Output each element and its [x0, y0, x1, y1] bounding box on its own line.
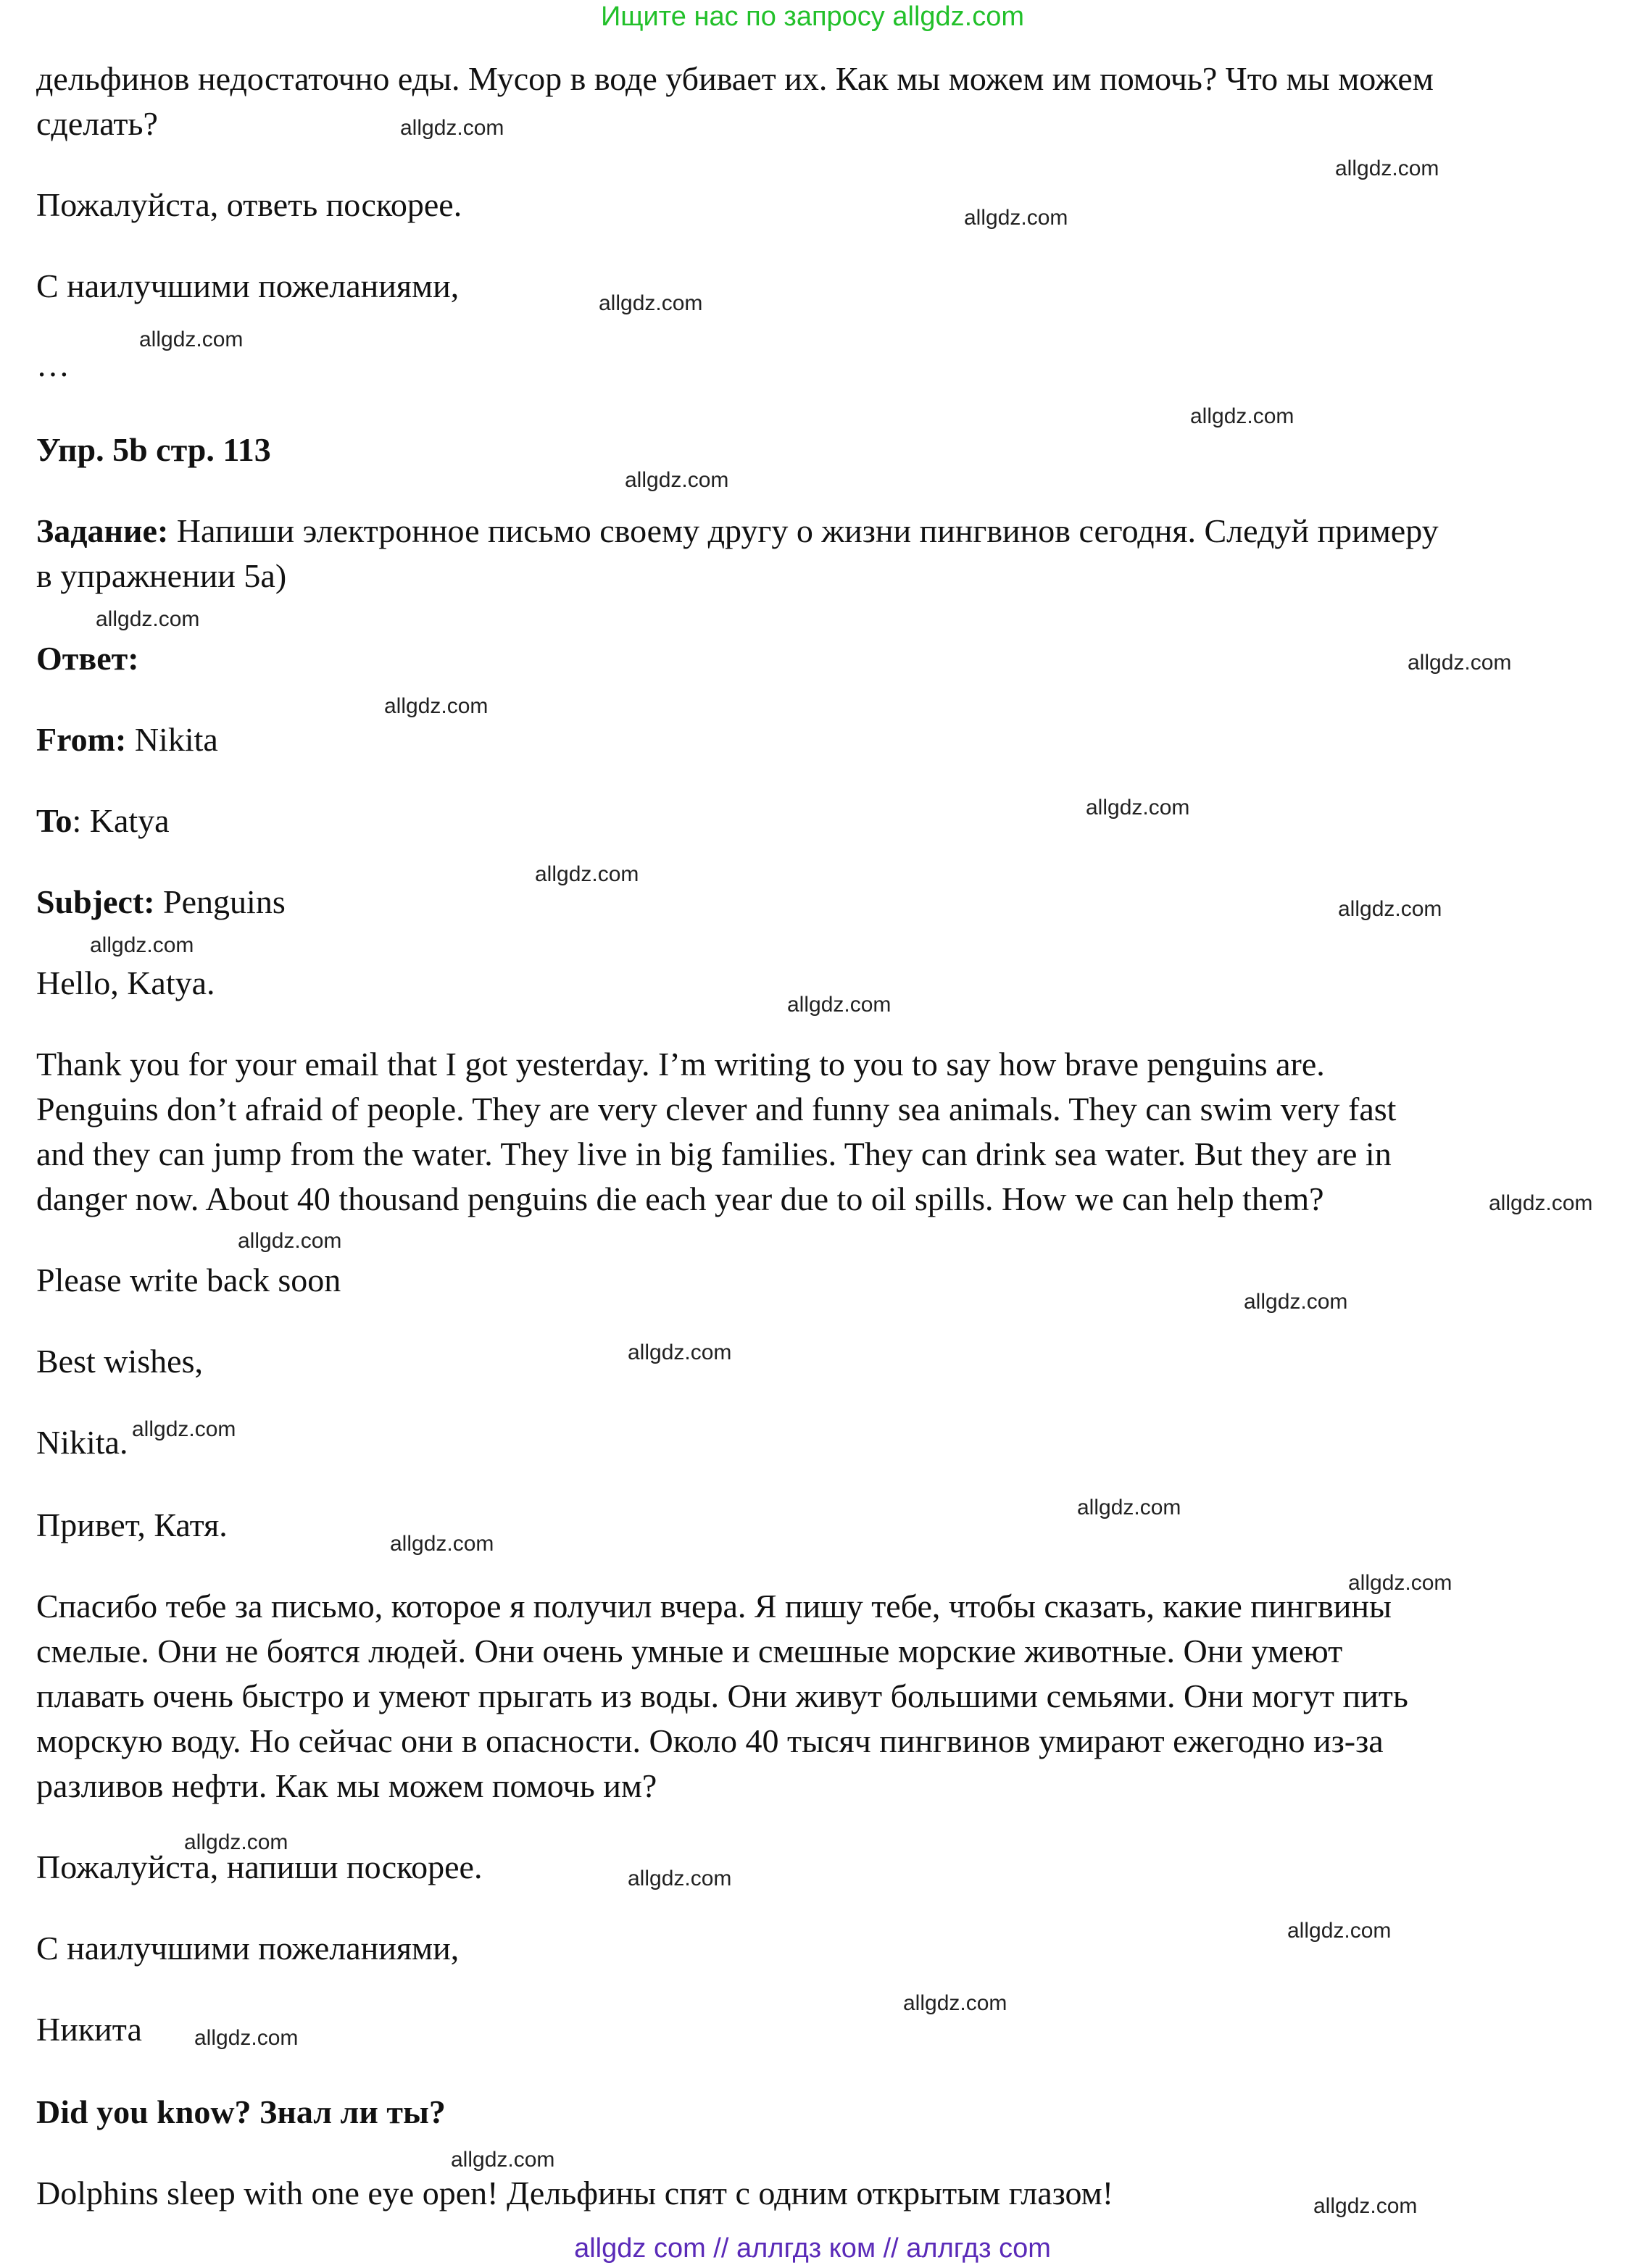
intro-line-2: сделать?: [36, 105, 158, 142]
footer-site-link[interactable]: allgdz com // аллгдз ком // аллгдз com: [574, 2233, 1051, 2264]
watermark: allgdz.com: [903, 1991, 1007, 2015]
watermark: allgdz.com: [1338, 897, 1442, 921]
translation-signature: Никита: [36, 2011, 142, 2048]
from-value: Nikita: [126, 721, 218, 758]
translation-body-line: разливов нефти. Как мы можем помочь им?: [36, 1767, 657, 1804]
exercise-heading: Упр. 5b стр. 113: [36, 431, 271, 468]
translation-closing: С наилучшими пожеланиями,: [36, 1930, 460, 1967]
fact-text: Dolphins sleep with one eye open! Дельфины спят с одним открытым глазом!: [36, 2175, 1114, 2211]
task-label: Задание:: [36, 512, 169, 549]
email-body-line: Thank you for your email that I got yesterday. I’m writing to you to say how brave penguins are.: [36, 1046, 1325, 1083]
email-closing: Best wishes,: [36, 1343, 203, 1380]
translation-body-line: Спасибо тебе за письмо, которое я получил вчера. Я пишу тебе, чтобы сказать, какие пингвины: [36, 1588, 1392, 1625]
email-body-line: and they can jump from the water. They live in big families. They can drink sea water. But they are in: [36, 1135, 1392, 1172]
watermark: allgdz.com: [535, 862, 639, 886]
translation-greeting: Привет, Катя.: [36, 1506, 228, 1543]
intro-closing: С наилучшими пожеланиями,: [36, 267, 460, 304]
header-site-link[interactable]: Ищите нас по запросу allgdz.com: [600, 1, 1024, 32]
answer-label: Ответ:: [36, 640, 139, 677]
email-greeting: Hello, Katya.: [36, 964, 215, 1001]
to-label: To: [36, 802, 72, 839]
email-body-line: danger now. About 40 thousand penguins die each year due to oil spills. How we can help them?: [36, 1180, 1324, 1217]
email-subject: [36, 880, 286, 925]
email-reply-request: Please write back soon: [36, 1262, 341, 1298]
watermark: allgdz.com: [1086, 796, 1190, 820]
email-body-line: Penguins don’t afraid of people. They are very clever and funny sea animals. They can swim very fast: [36, 1091, 1397, 1127]
watermark: allgdz.com: [390, 1532, 494, 1556]
watermark: allgdz.com: [384, 694, 489, 718]
email-to: [36, 799, 170, 843]
subject-value: Penguins: [154, 883, 286, 920]
watermark: allgdz.com: [400, 116, 504, 140]
translation-body-line: морскую воду. Но сейчас они в опасности. Около 40 тысяч пингвинов умирают ежегодно из-за: [36, 1722, 1384, 1759]
intro-reply-request: Пожалуйста, ответь поскорее.: [36, 186, 462, 223]
email-from: [36, 717, 218, 762]
watermark: allgdz.com: [132, 1417, 236, 1441]
exercise-task-line-2: в упражнении 5а): [36, 557, 287, 594]
watermark: allgdz.com: [184, 1830, 288, 1854]
watermark: allgdz.com: [787, 993, 892, 1017]
watermark: allgdz.com: [599, 291, 703, 315]
exercise-task-line-1: [36, 509, 1439, 554]
watermark: allgdz.com: [628, 1867, 732, 1890]
watermark: allgdz.com: [96, 607, 200, 631]
watermark: allgdz.com: [1348, 1571, 1452, 1595]
watermark: allgdz.com: [1313, 2194, 1418, 2218]
to-value: : Katya: [72, 802, 170, 839]
intro-line-1: дельфинов недостаточно еды. Мусор в воде убивает их. Как мы можем им помочь? Что мы можем: [36, 60, 1434, 97]
subject-label: Subject:: [36, 883, 155, 920]
watermark: allgdz.com: [1190, 404, 1294, 428]
watermark: allgdz.com: [194, 2026, 299, 2050]
watermark: allgdz.com: [964, 206, 1068, 230]
watermark: allgdz.com: [1489, 1191, 1593, 1215]
from-label: From:: [36, 721, 127, 758]
watermark: allgdz.com: [1244, 1290, 1348, 1314]
watermark: allgdz.com: [90, 933, 194, 957]
translation-body-line: смелые. Они не боятся людей. Они очень умные и смешные морские животные. Они умеют: [36, 1633, 1343, 1669]
watermark: allgdz.com: [1077, 1496, 1181, 1519]
watermark: allgdz.com: [139, 328, 244, 351]
translation-body-line: плавать очень быстро и умеют прыгать из воды. Они живут большими семьями. Они могут пить: [36, 1677, 1408, 1714]
watermark: allgdz.com: [1287, 1919, 1392, 1943]
intro-ellipsis: …: [36, 346, 70, 383]
fact-heading: Did you know? Знал ли ты?: [36, 2093, 446, 2130]
translation-reply-request: Пожалуйста, напиши поскорее.: [36, 1848, 483, 1885]
watermark: allgdz.com: [1335, 157, 1439, 180]
watermark: allgdz.com: [238, 1229, 342, 1253]
watermark: allgdz.com: [451, 2148, 555, 2172]
email-signature: Nikita.: [36, 1424, 128, 1461]
watermark: allgdz.com: [625, 468, 729, 492]
watermark: allgdz.com: [1408, 651, 1512, 675]
watermark: allgdz.com: [628, 1341, 732, 1364]
task-text: Напиши электронное письмо своему другу о жизни пингвинов сегодня. Следуй примеру: [168, 512, 1439, 549]
